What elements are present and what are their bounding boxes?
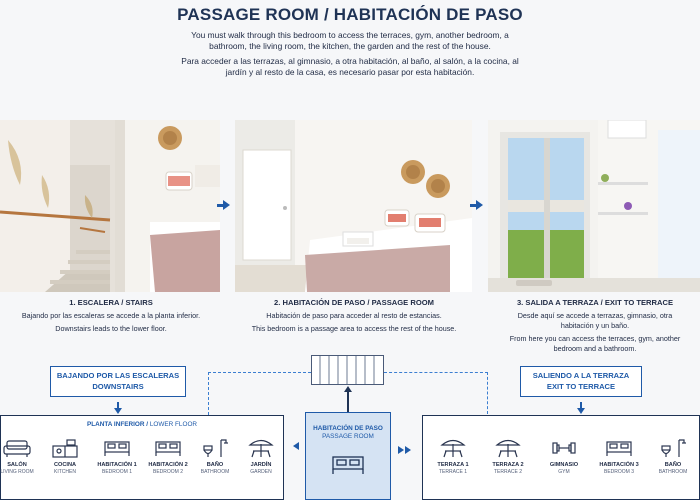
room-name-en: BATHROOM: [200, 469, 230, 475]
callout-terrace-en: EXIT TO TERRACE: [546, 382, 616, 391]
room-name: HABITACIÓN 1: [97, 462, 137, 468]
intro-spanish: Para acceder a las terrazas, al gimnasio, a otra habitación, al baño, al salón, a la cocina, al jardín y al resto de la casa, es necesario pasar por esta habitación.: [181, 55, 519, 78]
room-terrace-1: [427, 438, 479, 475]
room-bedroom-2: [142, 438, 194, 475]
photo-passage-room: [235, 120, 472, 292]
room-name: HABITACIÓN 2: [148, 462, 188, 468]
dumbbell-icon: [550, 438, 578, 458]
room-bedroom-3: [593, 438, 645, 475]
arrow-right-icon: [476, 200, 483, 210]
kitchen-icon: [51, 438, 79, 458]
lower-floor-label-en: LOWER FLOOR: [149, 421, 198, 428]
room-name-en: GYM: [558, 469, 570, 475]
sofa-icon: [3, 438, 31, 458]
room-name-en: TERRACE 1: [438, 469, 468, 475]
callout-downstairs-en: DOWNSTAIRS: [92, 382, 144, 391]
arrow-down-icon: [577, 408, 585, 414]
dashed-connector-left: [208, 372, 311, 415]
caption-terrace-en: From here you can access the terraces, gym, another bedroom and a bathroom.: [509, 334, 681, 353]
intro-english: You must walk through this bedroom to access the terraces, gym, another bedroom, a bathroom, the living room, the kitchen, the garden and the rest of the house.: [191, 30, 509, 52]
arrow-down-icon: [114, 408, 122, 414]
passage-room-box: [305, 412, 391, 500]
connector-line: [347, 391, 349, 412]
lower-floor-label: [1, 421, 283, 428]
room-living-room: [0, 438, 43, 475]
arrow-right-icon: [223, 200, 230, 210]
bed-icon: [331, 452, 365, 476]
room-name: GIMNASIO: [549, 462, 579, 468]
bed-icon: [103, 438, 131, 458]
room-name-en: BEDROOM 2: [152, 469, 183, 475]
room-name: BAÑO: [206, 462, 224, 468]
photo-stairs: [0, 120, 220, 292]
room-name: BAÑO: [664, 462, 682, 468]
caption-terrace-es: Desde aquí se accede a terrazas, gimnasio, otra habitación y un baño.: [517, 311, 673, 330]
toilet-shower-icon: [659, 438, 687, 458]
room-name-en: KITCHEN: [54, 469, 76, 475]
room-name-en: BATHROOM: [658, 469, 688, 475]
room-name: SALÓN: [7, 462, 27, 468]
room-name-en: LIVING ROOM: [0, 469, 34, 475]
lower-floor-panel: [0, 415, 284, 500]
passage-room-name-en: PASSAGE ROOM: [322, 433, 374, 440]
room-garden: [235, 438, 287, 475]
arrow-right-icon: [405, 446, 411, 454]
caption-terrace-heading: 3. SALIDA A TERRAZA / EXIT TO TERRACE: [516, 298, 674, 307]
dashed-connector-right: [384, 372, 488, 414]
room-bedroom-1: [91, 438, 143, 475]
callout-terrace-exit: [520, 366, 642, 397]
room-name: HABITACIÓN 3: [599, 462, 639, 468]
room-bathroom: [647, 438, 699, 475]
room-bathroom: [189, 438, 241, 475]
arrow-left-icon: [293, 442, 299, 450]
toilet-shower-icon: [201, 438, 229, 458]
caption-stairs-es: Bajando por las escaleras se accede a la planta inferior.: [21, 311, 201, 320]
lower-floor-label-es: PLANTA INFERIOR /: [86, 421, 149, 428]
caption-passage-en: This bedroom is a passage area to access the rest of the house.: [251, 324, 457, 333]
parasol-icon: [494, 438, 522, 458]
passage-room-name: HABITACIÓN DE PASO: [313, 425, 383, 432]
photo-terrace-exit: [488, 120, 700, 292]
caption-passage-es: Habitación de paso para acceder al resto de estancias.: [266, 311, 442, 320]
callout-terrace-es: SALIENDO A LA TERRAZA: [532, 371, 630, 380]
stairs-plan-icon: [311, 355, 384, 385]
room-name-en: GARDEN: [250, 469, 272, 475]
intro-text: [180, 30, 520, 79]
caption-stairs-heading: 1. ESCALERA / STAIRS: [69, 298, 153, 307]
bed-icon: [154, 438, 182, 458]
caption-passage-heading: 2. HABITACIÓN DE PASO / PASSAGE ROOM: [274, 298, 434, 307]
callout-downstairs-es: BAJANDO POR LAS ESCALERAS: [56, 371, 180, 380]
room-name: TERRAZA 2: [492, 462, 524, 468]
arrow-up-icon: [344, 386, 352, 392]
room-name: COCINA: [53, 462, 77, 468]
bed-icon: [605, 438, 633, 458]
parasol-icon: [247, 438, 275, 458]
room-name-en: TERRACE 2: [493, 469, 523, 475]
arrow-right-icon: [398, 446, 404, 454]
page-title: PASSAGE ROOM / HABITACIÓN DE PASO: [177, 5, 523, 24]
room-name: JARDÍN: [250, 462, 272, 468]
room-terrace-2: [482, 438, 534, 475]
parasol-icon: [439, 438, 467, 458]
room-gym: [538, 438, 590, 475]
caption-passage-room: [240, 298, 468, 334]
room-name-en: BEDROOM 3: [603, 469, 634, 475]
callout-downstairs: [50, 366, 186, 397]
room-name-en: BEDROOM 1: [101, 469, 132, 475]
caption-terrace: [505, 298, 685, 354]
caption-stairs-en: Downstairs leads to the lower floor.: [55, 324, 167, 333]
room-kitchen: [39, 438, 91, 475]
caption-stairs: [0, 298, 222, 334]
room-name: TERRAZA 1: [437, 462, 469, 468]
terrace-floor-panel: [422, 415, 700, 500]
